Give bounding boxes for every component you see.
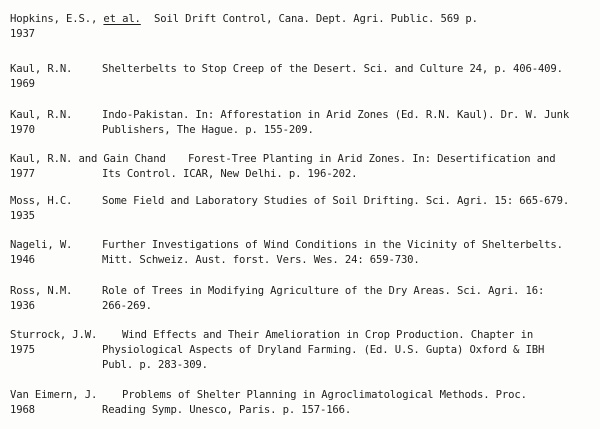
reference-author-name: Hopkins, E.S., <box>10 13 104 25</box>
reference-title-line: Publishers, The Hague. p. 155-209. <box>102 124 314 136</box>
reference-author: Sturrock, J.W. <box>10 329 98 341</box>
reference-title-line: Physiological Aspects of Dryland Farming. (Ed. U.S. Gupta) Oxford & IBH <box>102 344 545 356</box>
reference-year: 1936 <box>10 300 35 312</box>
reference-author: Ross, N.M. <box>10 285 73 297</box>
reference-title-line: Its Control. ICAR, New Delhi. p. 196-202. <box>102 168 358 180</box>
reference-year: 1969 <box>10 78 35 90</box>
reference-title-line: Problems of Shelter Planning in Agroclimatological Methods. Proc. <box>122 389 527 401</box>
reference-title-line: Soil Drift Control, Cana. Dept. Agri. Public. 569 p. <box>154 13 478 25</box>
reference-author: Kaul, R.N. <box>10 109 73 121</box>
reference-title-line: Publ. p. 283-309. <box>102 359 208 371</box>
reference-author: Kaul, R.N. and Gain Chand <box>10 153 166 165</box>
reference-year: 1970 <box>10 124 35 136</box>
reference-author: Kaul, R.N. <box>10 63 73 75</box>
reference-author-etal: et al. <box>103 13 141 25</box>
reference-title-line: 266-269. <box>102 300 152 312</box>
reference-title-line: Role of Trees in Modifying Agriculture of the Dry Areas. Sci. Agri. 16: <box>102 285 545 297</box>
reference-year: 1975 <box>10 344 35 356</box>
reference-year: 1968 <box>10 404 35 416</box>
reference-year: 1946 <box>10 254 35 266</box>
reference-author <box>10 12 141 26</box>
reference-title-line: Some Field and Laboratory Studies of Soil Drifting. Sci. Agri. 15: 665-679. <box>102 195 570 207</box>
reference-year: 1935 <box>10 210 35 222</box>
reference-title-line: Mitt. Schweiz. Aust. forst. Vers. Wes. 24: 659-730. <box>102 254 420 266</box>
reference-author: Nageli, W. <box>10 239 73 251</box>
reference-title-line: Further Investigations of Wind Conditions in the Vicinity of Shelterbelts. <box>102 239 563 251</box>
reference-title-line: Indo-Pakistan. In: Afforestation in Arid Zones (Ed. R.N. Kaul). Dr. W. Junk <box>102 109 570 121</box>
reference-author: Moss, H.C. <box>10 195 73 207</box>
reference-author: Van Eimern, J. <box>10 389 98 401</box>
reference-year: 1937 <box>10 28 35 40</box>
reference-title-line: Reading Symp. Unesco, Paris. p. 157-166. <box>102 404 352 416</box>
reference-title-line: Wind Effects and Their Amelioration in Crop Production. Chapter in <box>122 329 534 341</box>
reference-title-line: Forest-Tree Planting in Arid Zones. In: Desertification and <box>188 153 556 165</box>
reference-title-line: Shelterbelts to Stop Creep of the Desert. Sci. and Culture 24, p. 406-409. <box>102 63 563 75</box>
reference-year: 1977 <box>10 168 35 180</box>
